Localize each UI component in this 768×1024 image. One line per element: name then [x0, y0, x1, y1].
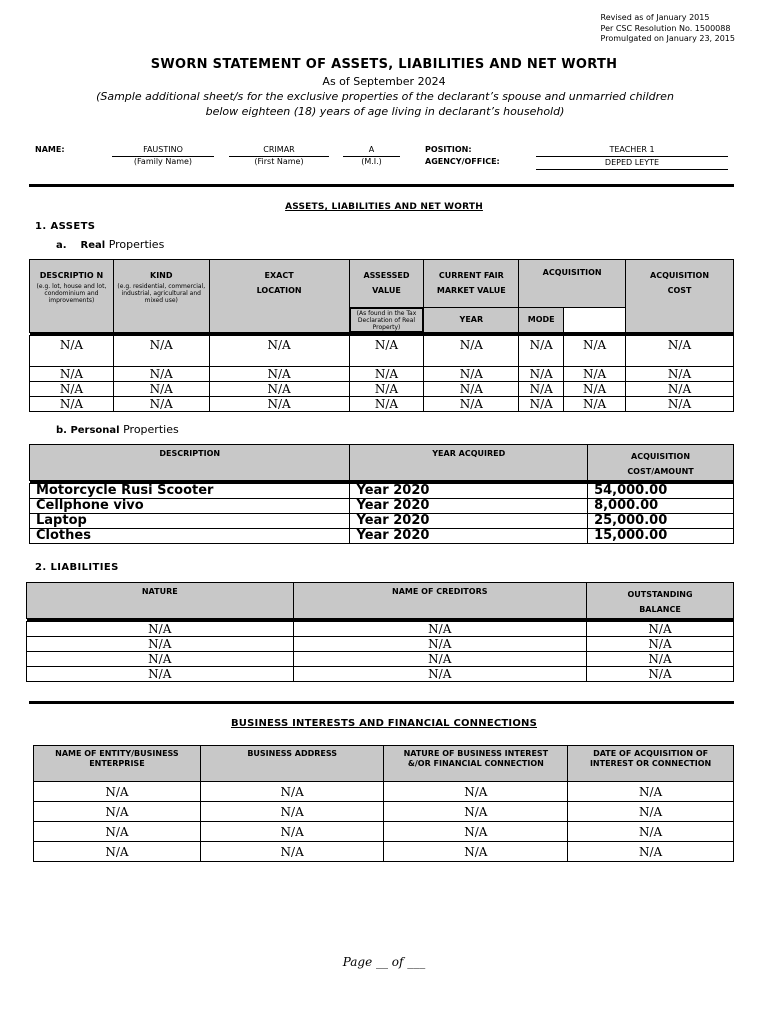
- table-cell: N/A: [200, 842, 384, 862]
- table-row: [30, 335, 734, 366]
- real-rest: Properties: [105, 238, 165, 251]
- table-cell: N/A: [293, 622, 587, 637]
- table-cell: N/A: [27, 637, 294, 652]
- table-cell: N/A: [587, 652, 734, 667]
- table-cell: 25,000.00: [588, 514, 734, 529]
- note-line-2: below eighteen (18) years of age living in declarant’s household): [205, 105, 565, 118]
- real-header-location: EXACT LOCATION: [209, 260, 349, 333]
- table-row: [30, 381, 734, 396]
- assets-heading: 1. ASSETS: [35, 221, 96, 232]
- table-cell: N/A: [113, 335, 209, 366]
- table-cell: N/A: [424, 396, 519, 411]
- table-cell: Year 2020: [350, 499, 588, 514]
- table-cell: N/A: [384, 822, 568, 842]
- liabilities-table: [26, 582, 734, 682]
- table-row: [30, 499, 734, 514]
- liabilities-header-balance: OUTSTANDING BALANCE: [587, 583, 734, 619]
- table-cell: N/A: [519, 381, 564, 396]
- table-cell: N/A: [113, 381, 209, 396]
- table-cell: N/A: [293, 667, 587, 682]
- real-header-market: CURRENT FAIR MARKET VALUE: [424, 260, 519, 308]
- table-cell: N/A: [519, 366, 564, 381]
- first-name-caption: (First Name): [254, 157, 304, 166]
- table-cell: N/A: [564, 335, 626, 366]
- table-row: [30, 484, 734, 499]
- table-cell: N/A: [587, 667, 734, 682]
- real-header-mode: MODE: [519, 308, 564, 333]
- table-cell: N/A: [568, 802, 734, 822]
- agency-label: AGENCY/OFFICE:: [425, 157, 500, 166]
- name-label: NAME:: [35, 145, 65, 154]
- table-cell: N/A: [113, 366, 209, 381]
- table-cell: N/A: [519, 396, 564, 411]
- family-name-value: FAUSTINO: [112, 144, 214, 157]
- real-header-description: DESCRIPTIO N (e.g. lot, house and lot, condominium and improvements): [30, 260, 114, 333]
- table-cell: N/A: [564, 381, 626, 396]
- table-cell: N/A: [626, 335, 734, 366]
- table-cell: Cellphone vivo: [30, 499, 350, 514]
- table-row: [30, 529, 734, 544]
- table-row: [34, 782, 734, 802]
- table-cell: N/A: [519, 335, 564, 366]
- table-cell: N/A: [568, 842, 734, 862]
- table-row: [27, 637, 734, 652]
- real-bold: Real: [80, 240, 106, 251]
- table-cell: N/A: [200, 782, 384, 802]
- document-note: [40, 89, 730, 119]
- table-row: [30, 396, 734, 411]
- business-header-date: DATE OF ACQUISITION OF INTEREST OR CONNECTION: [568, 746, 734, 782]
- real-header-kind: KIND (e.g. residential, commercial, industrial, agricultural and mixed use): [113, 260, 209, 333]
- position-label: POSITION:: [425, 145, 472, 154]
- personal-header-year: YEAR ACQUIRED: [350, 445, 588, 481]
- table-cell: N/A: [564, 366, 626, 381]
- divider-middle: [29, 701, 734, 704]
- table-cell: N/A: [209, 396, 349, 411]
- revision-line-2: Per CSC Resolution No. 1500088: [600, 23, 731, 33]
- table-cell: N/A: [384, 782, 568, 802]
- table-row: [27, 667, 734, 682]
- table-row: [30, 366, 734, 381]
- table-cell: N/A: [209, 381, 349, 396]
- table-cell: N/A: [349, 335, 424, 366]
- real-header-year: YEAR: [424, 308, 519, 333]
- table-cell: N/A: [30, 381, 114, 396]
- table-row: [34, 842, 734, 862]
- table-cell: Year 2020: [350, 484, 588, 499]
- table-row: [27, 622, 734, 637]
- table-cell: N/A: [424, 366, 519, 381]
- business-header-address: BUSINESS ADDRESS: [200, 746, 384, 782]
- table-cell: 54,000.00: [588, 484, 734, 499]
- table-cell: N/A: [626, 366, 734, 381]
- table-cell: N/A: [34, 822, 201, 842]
- page-number-footer: Page __ of ___: [342, 955, 426, 969]
- table-cell: N/A: [34, 782, 201, 802]
- table-row: [34, 822, 734, 842]
- personal-header-cost: ACQUISITION COST/AMOUNT: [588, 445, 734, 481]
- table-cell: N/A: [209, 335, 349, 366]
- table-cell: N/A: [27, 622, 294, 637]
- table-cell: N/A: [293, 637, 587, 652]
- table-cell: N/A: [34, 842, 201, 862]
- middle-initial-caption: (M.I.): [361, 157, 382, 166]
- business-header-name: NAME OF ENTITY/BUSINESS ENTERPRISE: [34, 746, 201, 782]
- liabilities-header-creditors: NAME OF CREDITORS: [293, 583, 587, 619]
- table-cell: N/A: [30, 335, 114, 366]
- table-cell: N/A: [384, 842, 568, 862]
- table-cell: N/A: [424, 335, 519, 366]
- table-cell: N/A: [568, 822, 734, 842]
- first-name-value: CRIMAR: [229, 144, 329, 157]
- revision-line-1: Revised as of January 2015: [600, 13, 710, 22]
- divider-top: [29, 184, 734, 187]
- liabilities-header-nature: NATURE: [27, 583, 294, 619]
- table-cell: Year 2020: [350, 514, 588, 529]
- real-properties-heading: [56, 238, 164, 251]
- table-cell: N/A: [30, 366, 114, 381]
- table-cell: 8,000.00: [588, 499, 734, 514]
- business-heading: BUSINESS INTERESTS AND FINANCIAL CONNECTIONS: [230, 718, 538, 729]
- table-cell: 15,000.00: [588, 529, 734, 544]
- real-header-description-note: (e.g. lot, house and lot, condominium and improvements): [36, 283, 107, 304]
- table-cell: Clothes: [30, 529, 350, 544]
- table-cell: N/A: [568, 782, 734, 802]
- note-line-1: (Sample additional sheet/s for the exclusive properties of the declarant’s spouse and unmarried children: [96, 90, 674, 103]
- position-value: TEACHER 1: [536, 144, 728, 157]
- personal-rest: Properties: [119, 423, 179, 436]
- real-header-tax-note: (As found in the Tax Declaration of Real Property): [350, 308, 424, 332]
- table-cell: N/A: [384, 802, 568, 822]
- table-cell: N/A: [587, 637, 734, 652]
- personal-properties-heading: [56, 423, 179, 436]
- real-header-kind-note: (e.g. residential, commercial, industrial, agricultural and mixed use): [117, 283, 206, 304]
- personal-header-description: DESCRIPTION: [30, 445, 350, 481]
- real-properties-table: [29, 259, 734, 412]
- table-row: [30, 514, 734, 529]
- revision-line-3: Promulgated on January 23, 2015: [600, 34, 735, 43]
- table-cell: Laptop: [30, 514, 350, 529]
- family-name-caption: (Family Name): [133, 157, 193, 166]
- middle-initial-value: A: [343, 144, 400, 157]
- table-cell: N/A: [349, 396, 424, 411]
- table-row: [34, 802, 734, 822]
- table-cell: N/A: [626, 381, 734, 396]
- table-cell: N/A: [564, 396, 626, 411]
- document-title: SWORN STATEMENT OF ASSETS, LIABILITIES AND NET WORTH: [150, 57, 618, 72]
- personal-properties-table: [29, 444, 734, 544]
- table-cell: N/A: [293, 652, 587, 667]
- real-header-acquisition: ACQUISITION: [519, 260, 626, 308]
- table-cell: N/A: [626, 396, 734, 411]
- real-prefix: a.: [56, 240, 67, 251]
- business-table: [33, 745, 734, 862]
- real-header-cost: ACQUISITION COST: [626, 260, 734, 333]
- table-cell: N/A: [349, 381, 424, 396]
- table-row: [27, 652, 734, 667]
- table-cell: N/A: [200, 822, 384, 842]
- section-alnw-heading: ASSETS, LIABILITIES AND NET WORTH: [285, 202, 483, 212]
- table-cell: N/A: [349, 366, 424, 381]
- as-of-date: As of September 2024: [322, 75, 446, 88]
- agency-value: DEPED LEYTE: [536, 157, 728, 170]
- table-cell: N/A: [209, 366, 349, 381]
- table-cell: N/A: [34, 802, 201, 822]
- table-cell: Year 2020: [350, 529, 588, 544]
- table-cell: N/A: [424, 381, 519, 396]
- table-cell: N/A: [27, 652, 294, 667]
- table-cell: N/A: [113, 396, 209, 411]
- business-header-nature: NATURE OF BUSINESS INTEREST &/OR FINANCIAL CONNECTION: [384, 746, 568, 782]
- real-header-assessed: ASSESSED VALUE: [349, 260, 424, 308]
- table-cell: N/A: [587, 622, 734, 637]
- table-cell: Motorcycle Rusi Scooter: [30, 484, 350, 499]
- table-cell: N/A: [200, 802, 384, 822]
- revision-info: [601, 13, 735, 45]
- personal-bold: b. Personal: [56, 425, 120, 436]
- table-cell: N/A: [30, 396, 114, 411]
- liabilities-heading: 2. LIABILITIES: [35, 562, 119, 573]
- table-cell: N/A: [27, 667, 294, 682]
